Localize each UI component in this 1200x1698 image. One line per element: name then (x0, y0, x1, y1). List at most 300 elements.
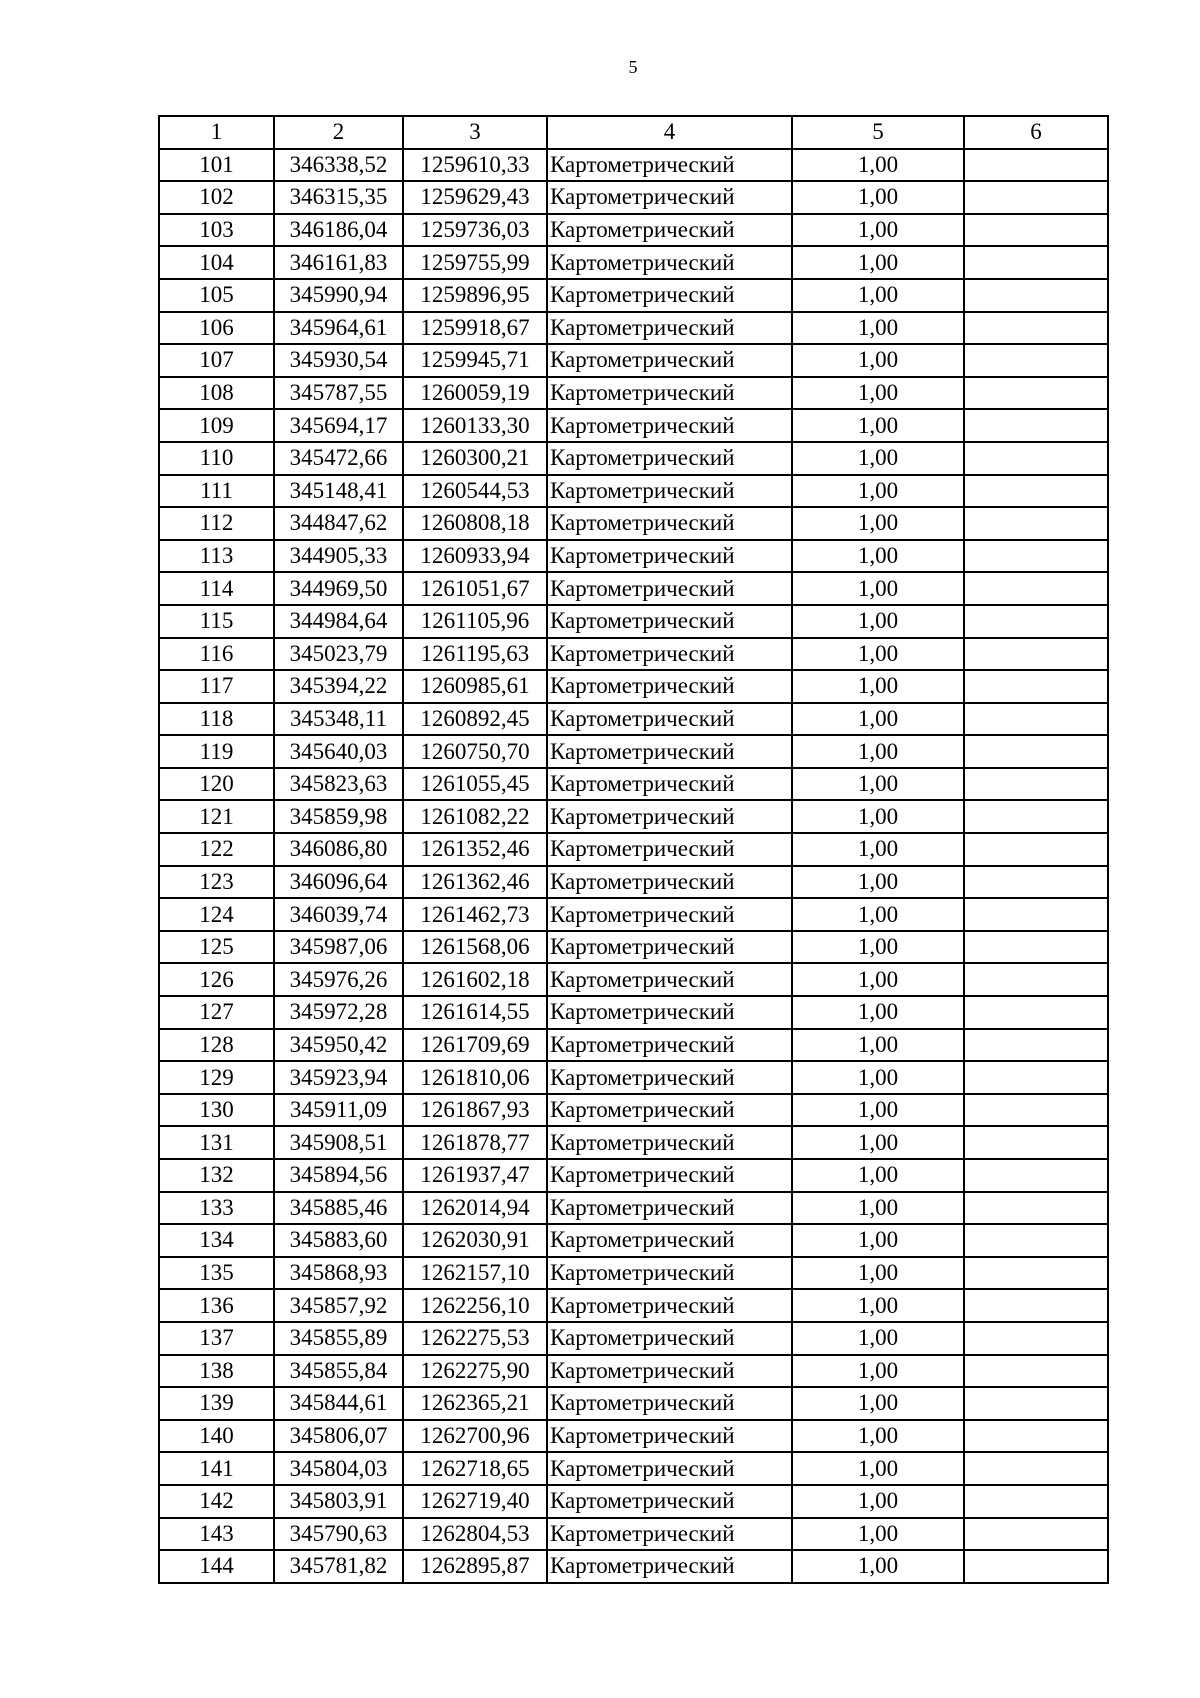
note-cell (964, 931, 1108, 964)
accuracy-cell: 1,00 (792, 1420, 964, 1453)
y-coordinate-cell: 1260985,61 (403, 670, 547, 703)
accuracy-cell: 1,00 (792, 214, 964, 247)
note-cell (964, 540, 1108, 573)
x-coordinate-cell: 344905,33 (274, 540, 403, 573)
note-cell (964, 1550, 1108, 1583)
method-cell: Картометрический (547, 1452, 792, 1485)
accuracy-cell: 1,00 (792, 149, 964, 182)
column-header: 1 (159, 116, 274, 149)
x-coordinate-cell: 345987,06 (274, 931, 403, 964)
y-coordinate-cell: 1262700,96 (403, 1420, 547, 1453)
note-cell (964, 475, 1108, 508)
table-body (159, 149, 1108, 1583)
accuracy-cell: 1,00 (792, 409, 964, 442)
method-cell: Картометрический (547, 1224, 792, 1257)
x-coordinate-cell: 346039,74 (274, 898, 403, 931)
method-cell: Картометрический (547, 540, 792, 573)
point-number-cell: 101 (159, 149, 274, 182)
point-number-cell: 129 (159, 1061, 274, 1094)
x-coordinate-cell: 345640,03 (274, 735, 403, 768)
table-row (159, 800, 1108, 833)
point-number-cell: 106 (159, 312, 274, 345)
x-coordinate-cell: 345883,60 (274, 1224, 403, 1257)
point-number-cell: 144 (159, 1550, 274, 1583)
accuracy-cell: 1,00 (792, 344, 964, 377)
table-row (159, 866, 1108, 899)
point-number-cell: 118 (159, 703, 274, 736)
table-row (159, 1094, 1108, 1127)
x-coordinate-cell: 344984,64 (274, 605, 403, 638)
y-coordinate-cell: 1261867,93 (403, 1094, 547, 1127)
accuracy-cell: 1,00 (792, 996, 964, 1029)
table-row (159, 1257, 1108, 1290)
table-row (159, 703, 1108, 736)
method-cell: Картометрический (547, 312, 792, 345)
method-cell: Картометрический (547, 1257, 792, 1290)
accuracy-cell: 1,00 (792, 1126, 964, 1159)
accuracy-cell: 1,00 (792, 507, 964, 540)
point-number-cell: 131 (159, 1126, 274, 1159)
y-coordinate-cell: 1262804,53 (403, 1518, 547, 1551)
method-cell: Картометрический (547, 1029, 792, 1062)
accuracy-cell: 1,00 (792, 1355, 964, 1388)
note-cell (964, 214, 1108, 247)
point-number-cell: 121 (159, 800, 274, 833)
y-coordinate-cell: 1262014,94 (403, 1192, 547, 1225)
accuracy-cell: 1,00 (792, 866, 964, 899)
note-cell (964, 1224, 1108, 1257)
y-coordinate-cell: 1261105,96 (403, 605, 547, 638)
accuracy-cell: 1,00 (792, 246, 964, 279)
note-cell (964, 800, 1108, 833)
x-coordinate-cell: 345911,09 (274, 1094, 403, 1127)
table-row (159, 540, 1108, 573)
table-row (159, 442, 1108, 475)
point-number-cell: 115 (159, 605, 274, 638)
y-coordinate-cell: 1261055,45 (403, 768, 547, 801)
y-coordinate-cell: 1261051,67 (403, 572, 547, 605)
accuracy-cell: 1,00 (792, 703, 964, 736)
y-coordinate-cell: 1261362,46 (403, 866, 547, 899)
point-number-cell: 107 (159, 344, 274, 377)
x-coordinate-cell: 345148,41 (274, 475, 403, 508)
x-coordinate-cell: 345964,61 (274, 312, 403, 345)
point-number-cell: 114 (159, 572, 274, 605)
accuracy-cell: 1,00 (792, 1061, 964, 1094)
table-row (159, 996, 1108, 1029)
note-cell (964, 442, 1108, 475)
accuracy-cell: 1,00 (792, 1289, 964, 1322)
x-coordinate-cell: 345972,28 (274, 996, 403, 1029)
x-coordinate-cell: 345990,94 (274, 279, 403, 312)
method-cell: Картометрический (547, 1485, 792, 1518)
note-cell (964, 1518, 1108, 1551)
page-number: 5 (628, 57, 638, 77)
accuracy-cell: 1,00 (792, 1452, 964, 1485)
note-cell (964, 670, 1108, 703)
note-cell (964, 703, 1108, 736)
point-number-cell: 127 (159, 996, 274, 1029)
point-number-cell: 141 (159, 1452, 274, 1485)
method-cell: Картометрический (547, 1355, 792, 1388)
note-cell (964, 377, 1108, 410)
note-cell (964, 1387, 1108, 1420)
x-coordinate-cell: 345868,93 (274, 1257, 403, 1290)
table-row (159, 1126, 1108, 1159)
method-cell: Картометрический (547, 246, 792, 279)
table-row (159, 1550, 1108, 1583)
note-cell (964, 1355, 1108, 1388)
x-coordinate-cell: 345790,63 (274, 1518, 403, 1551)
note-cell (964, 866, 1108, 899)
point-number-cell: 135 (159, 1257, 274, 1290)
x-coordinate-cell: 345976,26 (274, 963, 403, 996)
note-cell (964, 735, 1108, 768)
x-coordinate-cell: 345930,54 (274, 344, 403, 377)
point-number-cell: 128 (159, 1029, 274, 1062)
y-coordinate-cell: 1262157,10 (403, 1257, 547, 1290)
y-coordinate-cell: 1262719,40 (403, 1485, 547, 1518)
method-cell: Картометрический (547, 377, 792, 410)
x-coordinate-cell: 345806,07 (274, 1420, 403, 1453)
y-coordinate-cell: 1261568,06 (403, 931, 547, 964)
note-cell (964, 898, 1108, 931)
y-coordinate-cell: 1259736,03 (403, 214, 547, 247)
method-cell: Картометрический (547, 1094, 792, 1127)
accuracy-cell: 1,00 (792, 833, 964, 866)
point-number-cell: 104 (159, 246, 274, 279)
x-coordinate-cell: 345855,89 (274, 1322, 403, 1355)
y-coordinate-cell: 1262030,91 (403, 1224, 547, 1257)
note-cell (964, 344, 1108, 377)
method-cell: Картометрический (547, 898, 792, 931)
method-cell: Картометрический (547, 1420, 792, 1453)
y-coordinate-cell: 1261082,22 (403, 800, 547, 833)
x-coordinate-cell: 344847,62 (274, 507, 403, 540)
point-number-cell: 140 (159, 1420, 274, 1453)
y-coordinate-cell: 1259896,95 (403, 279, 547, 312)
table-row (159, 214, 1108, 247)
x-coordinate-cell: 346086,80 (274, 833, 403, 866)
table-row (159, 670, 1108, 703)
accuracy-cell: 1,00 (792, 800, 964, 833)
note-cell (964, 149, 1108, 182)
y-coordinate-cell: 1260544,53 (403, 475, 547, 508)
accuracy-cell: 1,00 (792, 312, 964, 345)
note-cell (964, 246, 1108, 279)
x-coordinate-cell: 345394,22 (274, 670, 403, 703)
x-coordinate-cell: 345823,63 (274, 768, 403, 801)
x-coordinate-cell: 345787,55 (274, 377, 403, 410)
accuracy-cell: 1,00 (792, 670, 964, 703)
table-header-row (159, 116, 1108, 149)
method-cell: Картометрический (547, 1061, 792, 1094)
point-number-cell: 139 (159, 1387, 274, 1420)
x-coordinate-cell: 346096,64 (274, 866, 403, 899)
accuracy-cell: 1,00 (792, 279, 964, 312)
table-row (159, 1387, 1108, 1420)
y-coordinate-cell: 1261195,63 (403, 638, 547, 671)
method-cell: Картометрический (547, 149, 792, 182)
note-cell (964, 1094, 1108, 1127)
point-number-cell: 119 (159, 735, 274, 768)
x-coordinate-cell: 345855,84 (274, 1355, 403, 1388)
x-coordinate-cell: 345844,61 (274, 1387, 403, 1420)
point-number-cell: 120 (159, 768, 274, 801)
note-cell (964, 963, 1108, 996)
y-coordinate-cell: 1260933,94 (403, 540, 547, 573)
method-cell: Картометрический (547, 670, 792, 703)
y-coordinate-cell: 1262895,87 (403, 1550, 547, 1583)
method-cell: Картометрический (547, 800, 792, 833)
column-header: 6 (964, 116, 1108, 149)
column-header: 5 (792, 116, 964, 149)
x-coordinate-cell: 346161,83 (274, 246, 403, 279)
table-row (159, 181, 1108, 214)
method-cell: Картометрический (547, 181, 792, 214)
accuracy-cell: 1,00 (792, 1224, 964, 1257)
method-cell: Картометрический (547, 442, 792, 475)
table-row (159, 1322, 1108, 1355)
table-row (159, 377, 1108, 410)
accuracy-cell: 1,00 (792, 605, 964, 638)
table-row (159, 1452, 1108, 1485)
table-row (159, 1289, 1108, 1322)
x-coordinate-cell: 345923,94 (274, 1061, 403, 1094)
y-coordinate-cell: 1262718,65 (403, 1452, 547, 1485)
method-cell: Картометрический (547, 279, 792, 312)
table-row (159, 475, 1108, 508)
table-row (159, 312, 1108, 345)
y-coordinate-cell: 1261810,06 (403, 1061, 547, 1094)
y-coordinate-cell: 1260300,21 (403, 442, 547, 475)
point-number-cell: 143 (159, 1518, 274, 1551)
point-number-cell: 134 (159, 1224, 274, 1257)
point-number-cell: 133 (159, 1192, 274, 1225)
point-number-cell: 132 (159, 1159, 274, 1192)
table-row (159, 1192, 1108, 1225)
note-cell (964, 1061, 1108, 1094)
table-row (159, 1355, 1108, 1388)
table-row (159, 963, 1108, 996)
accuracy-cell: 1,00 (792, 1485, 964, 1518)
y-coordinate-cell: 1261709,69 (403, 1029, 547, 1062)
method-cell: Картометрический (547, 605, 792, 638)
table-row (159, 638, 1108, 671)
point-number-cell: 130 (159, 1094, 274, 1127)
note-cell (964, 833, 1108, 866)
accuracy-cell: 1,00 (792, 1322, 964, 1355)
point-number-cell: 124 (159, 898, 274, 931)
table-row (159, 1518, 1108, 1551)
y-coordinate-cell: 1262256,10 (403, 1289, 547, 1322)
x-coordinate-cell: 345804,03 (274, 1452, 403, 1485)
x-coordinate-cell: 345348,11 (274, 703, 403, 736)
method-cell: Картометрический (547, 768, 792, 801)
x-coordinate-cell: 345472,66 (274, 442, 403, 475)
y-coordinate-cell: 1261878,77 (403, 1126, 547, 1159)
x-coordinate-cell: 345894,56 (274, 1159, 403, 1192)
accuracy-cell: 1,00 (792, 572, 964, 605)
x-coordinate-cell: 345859,98 (274, 800, 403, 833)
note-cell (964, 1192, 1108, 1225)
y-coordinate-cell: 1261937,47 (403, 1159, 547, 1192)
note-cell (964, 768, 1108, 801)
method-cell: Картометрический (547, 866, 792, 899)
accuracy-cell: 1,00 (792, 1159, 964, 1192)
table-row (159, 605, 1108, 638)
accuracy-cell: 1,00 (792, 768, 964, 801)
table-row (159, 768, 1108, 801)
note-cell (964, 1159, 1108, 1192)
y-coordinate-cell: 1261614,55 (403, 996, 547, 1029)
method-cell: Картометрический (547, 1126, 792, 1159)
note-cell (964, 1452, 1108, 1485)
accuracy-cell: 1,00 (792, 1257, 964, 1290)
table-row (159, 1485, 1108, 1518)
x-coordinate-cell: 345781,82 (274, 1550, 403, 1583)
point-number-cell: 117 (159, 670, 274, 703)
y-coordinate-cell: 1259629,43 (403, 181, 547, 214)
x-coordinate-cell: 346338,52 (274, 149, 403, 182)
point-number-cell: 136 (159, 1289, 274, 1322)
point-number-cell: 122 (159, 833, 274, 866)
method-cell: Картометрический (547, 931, 792, 964)
method-cell: Картометрический (547, 1289, 792, 1322)
x-coordinate-cell: 345885,46 (274, 1192, 403, 1225)
note-cell (964, 181, 1108, 214)
y-coordinate-cell: 1261352,46 (403, 833, 547, 866)
point-number-cell: 105 (159, 279, 274, 312)
y-coordinate-cell: 1260133,30 (403, 409, 547, 442)
table-row (159, 409, 1108, 442)
method-cell: Картометрический (547, 1387, 792, 1420)
point-number-cell: 116 (159, 638, 274, 671)
note-cell (964, 409, 1108, 442)
note-cell (964, 996, 1108, 1029)
point-number-cell: 103 (159, 214, 274, 247)
note-cell (964, 638, 1108, 671)
accuracy-cell: 1,00 (792, 442, 964, 475)
column-header: 4 (547, 116, 792, 149)
accuracy-cell: 1,00 (792, 963, 964, 996)
point-number-cell: 126 (159, 963, 274, 996)
table-row (159, 1224, 1108, 1257)
x-coordinate-cell: 345857,92 (274, 1289, 403, 1322)
y-coordinate-cell: 1261602,18 (403, 963, 547, 996)
accuracy-cell: 1,00 (792, 735, 964, 768)
note-cell (964, 572, 1108, 605)
y-coordinate-cell: 1259610,33 (403, 149, 547, 182)
table-row (159, 149, 1108, 182)
method-cell: Картометрический (547, 409, 792, 442)
note-cell (964, 279, 1108, 312)
method-cell: Картометрический (547, 735, 792, 768)
y-coordinate-cell: 1262275,90 (403, 1355, 547, 1388)
y-coordinate-cell: 1262365,21 (403, 1387, 547, 1420)
note-cell (964, 1485, 1108, 1518)
x-coordinate-cell: 344969,50 (274, 572, 403, 605)
method-cell: Картометрический (547, 1159, 792, 1192)
point-number-cell: 111 (159, 475, 274, 508)
x-coordinate-cell: 345950,42 (274, 1029, 403, 1062)
note-cell (964, 312, 1108, 345)
note-cell (964, 1322, 1108, 1355)
table-row (159, 735, 1108, 768)
point-number-cell: 138 (159, 1355, 274, 1388)
method-cell: Картометрический (547, 638, 792, 671)
x-coordinate-cell: 345803,91 (274, 1485, 403, 1518)
column-header: 2 (274, 116, 403, 149)
method-cell: Картометрический (547, 963, 792, 996)
table-row (159, 1061, 1108, 1094)
method-cell: Картометрический (547, 1322, 792, 1355)
method-cell: Картометрический (547, 344, 792, 377)
point-number-cell: 109 (159, 409, 274, 442)
accuracy-cell: 1,00 (792, 1192, 964, 1225)
table-row (159, 833, 1108, 866)
accuracy-cell: 1,00 (792, 1387, 964, 1420)
accuracy-cell: 1,00 (792, 377, 964, 410)
y-coordinate-cell: 1261462,73 (403, 898, 547, 931)
y-coordinate-cell: 1262275,53 (403, 1322, 547, 1355)
y-coordinate-cell: 1259755,99 (403, 246, 547, 279)
point-number-cell: 102 (159, 181, 274, 214)
table-row (159, 1420, 1108, 1453)
accuracy-cell: 1,00 (792, 1029, 964, 1062)
table-row (159, 279, 1108, 312)
method-cell: Картометрический (547, 1550, 792, 1583)
method-cell: Картометрический (547, 572, 792, 605)
accuracy-cell: 1,00 (792, 540, 964, 573)
table-row (159, 898, 1108, 931)
method-cell: Картометрический (547, 1192, 792, 1225)
point-number-cell: 125 (159, 931, 274, 964)
note-cell (964, 1257, 1108, 1290)
table-row (159, 931, 1108, 964)
table-row (159, 246, 1108, 279)
accuracy-cell: 1,00 (792, 1094, 964, 1127)
note-cell (964, 605, 1108, 638)
y-coordinate-cell: 1260750,70 (403, 735, 547, 768)
note-cell (964, 1126, 1108, 1159)
table-row (159, 1029, 1108, 1062)
coordinates-table (158, 115, 1109, 1584)
accuracy-cell: 1,00 (792, 638, 964, 671)
x-coordinate-cell: 346315,35 (274, 181, 403, 214)
method-cell: Картометрический (547, 507, 792, 540)
y-coordinate-cell: 1259945,71 (403, 344, 547, 377)
accuracy-cell: 1,00 (792, 181, 964, 214)
accuracy-cell: 1,00 (792, 1550, 964, 1583)
point-number-cell: 137 (159, 1322, 274, 1355)
point-number-cell: 113 (159, 540, 274, 573)
column-header: 3 (403, 116, 547, 149)
note-cell (964, 1289, 1108, 1322)
table-row (159, 507, 1108, 540)
accuracy-cell: 1,00 (792, 1518, 964, 1551)
x-coordinate-cell: 346186,04 (274, 214, 403, 247)
y-coordinate-cell: 1259918,67 (403, 312, 547, 345)
point-number-cell: 108 (159, 377, 274, 410)
table-row (159, 1159, 1108, 1192)
note-cell (964, 1029, 1108, 1062)
point-number-cell: 112 (159, 507, 274, 540)
x-coordinate-cell: 345694,17 (274, 409, 403, 442)
accuracy-cell: 1,00 (792, 931, 964, 964)
table-row (159, 344, 1108, 377)
y-coordinate-cell: 1260059,19 (403, 377, 547, 410)
